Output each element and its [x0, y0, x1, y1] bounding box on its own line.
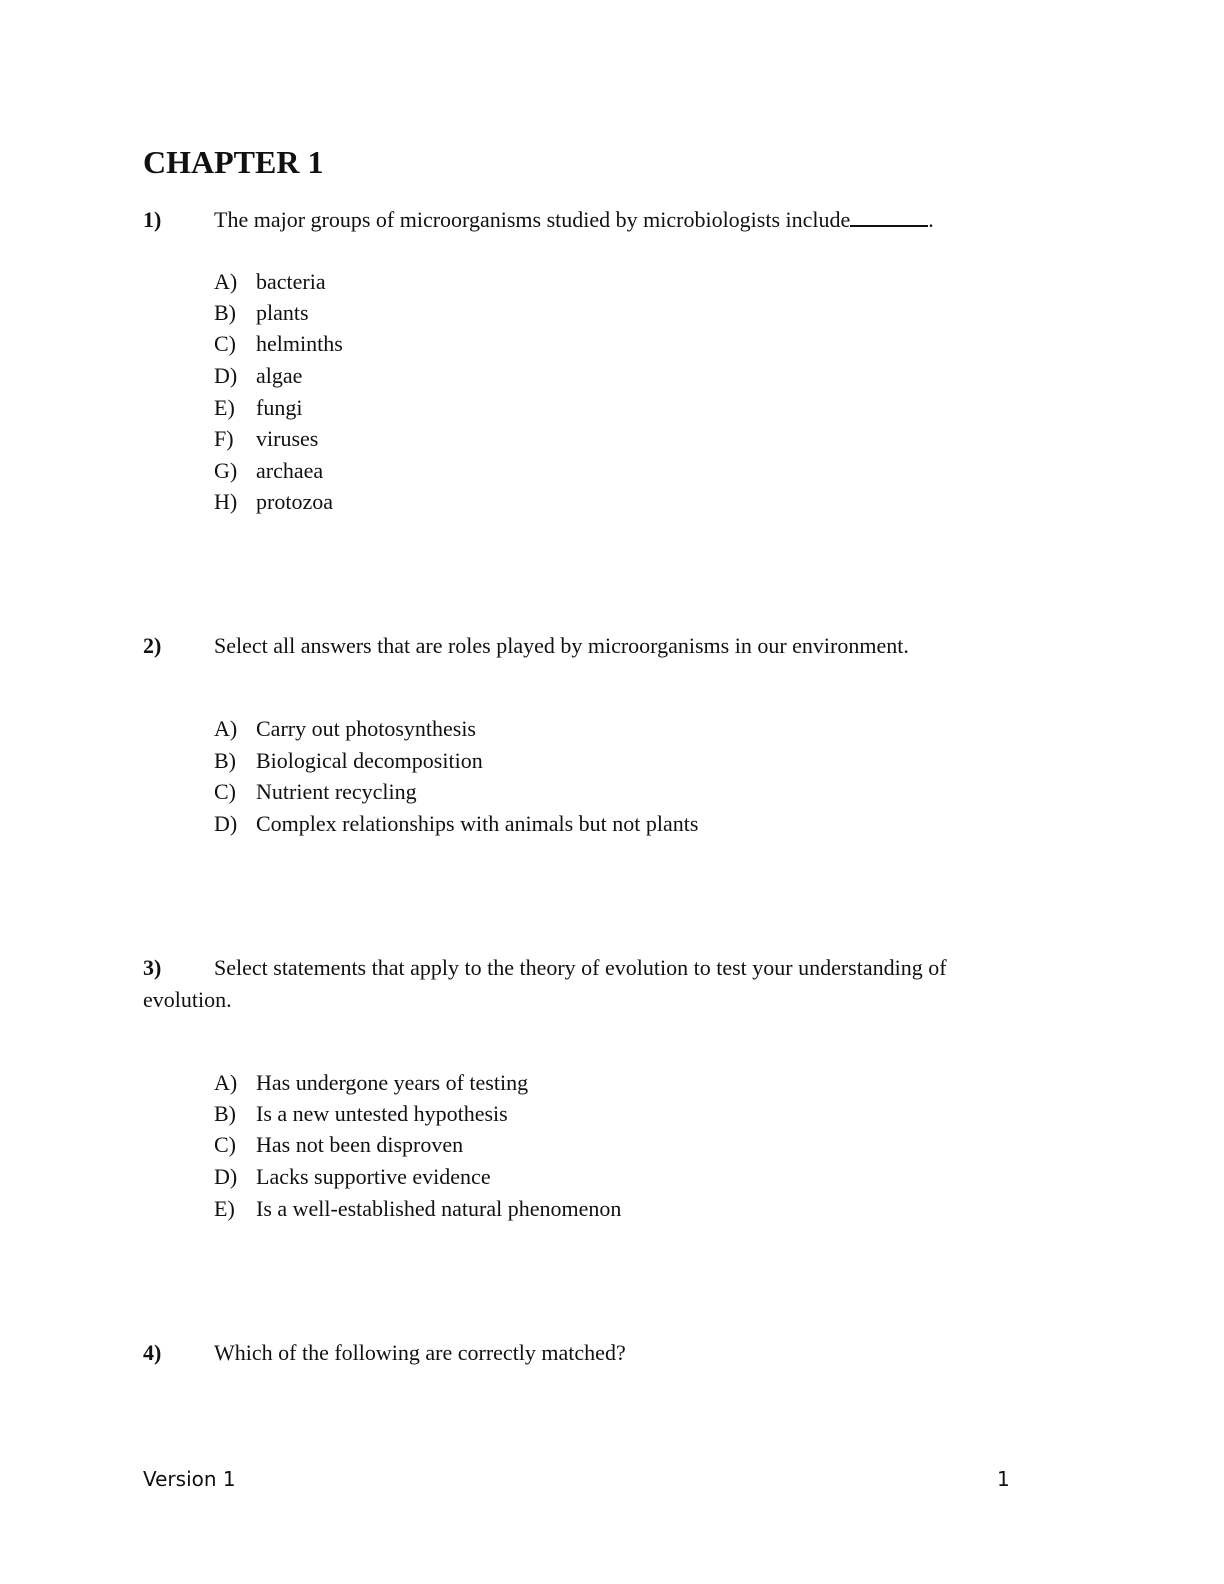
q1-option-f[interactable] [214, 424, 318, 454]
option-letter: C) [214, 1132, 236, 1157]
option-text: Is a well-established natural phenomenon [256, 1196, 622, 1221]
option-text: Is a new untested hypothesis [256, 1101, 508, 1126]
q1-option-c[interactable] [214, 329, 343, 359]
option-text: archaea [256, 458, 324, 483]
question-4-text: Which of the following are correctly matched? [214, 1340, 626, 1365]
question-1-text [214, 205, 934, 235]
option-letter: E) [214, 1196, 235, 1221]
q1-option-a[interactable] [214, 267, 326, 297]
option-letter: B) [214, 1101, 236, 1126]
option-letter: D) [214, 363, 238, 388]
chapter-title: CHAPTER 1 [143, 144, 324, 180]
q3-option-b[interactable] [214, 1099, 508, 1129]
question-1-suffix: . [928, 207, 934, 232]
question-1-stem: The major groups of microorganisms studied by microbiologists include [214, 207, 851, 232]
answer-blank [850, 205, 928, 227]
question-4-number: 4) [143, 1340, 162, 1365]
question-3-text: Select statements that apply to the theory of evolution to test your understanding of [214, 955, 947, 980]
q3-option-a[interactable] [214, 1068, 528, 1098]
option-text: helminths [256, 331, 343, 356]
q1-option-d[interactable] [214, 361, 302, 391]
q2-option-b[interactable] [214, 746, 483, 776]
option-letter: C) [214, 779, 236, 804]
q3-option-e[interactable] [214, 1194, 621, 1224]
option-letter: B) [214, 300, 236, 325]
option-text: plants [256, 300, 309, 325]
option-letter: F) [214, 426, 234, 451]
option-text: Has not been disproven [256, 1132, 464, 1157]
question-3-text-line2: evolution. [143, 987, 232, 1012]
question-2-text: Select all answers that are roles played by microorganisms in our environment. [214, 633, 909, 658]
option-letter: A) [214, 269, 238, 294]
option-letter: E) [214, 395, 235, 420]
footer-page-number: 1 [997, 1467, 1010, 1491]
question-2-number: 2) [143, 633, 162, 658]
option-text: protozoa [256, 489, 333, 514]
q1-option-e[interactable] [214, 393, 302, 423]
option-letter: A) [214, 1070, 238, 1095]
option-letter: D) [214, 811, 238, 836]
option-text: Lacks supportive evidence [256, 1164, 491, 1189]
q2-option-d[interactable] [214, 809, 698, 839]
option-text: bacteria [256, 269, 326, 294]
q3-option-c[interactable] [214, 1130, 463, 1160]
question-1-number: 1) [143, 207, 162, 232]
q2-option-c[interactable] [214, 777, 417, 807]
q2-option-a[interactable] [214, 714, 476, 744]
q1-option-g[interactable] [214, 456, 323, 486]
option-letter: C) [214, 331, 236, 356]
option-text: Has undergone years of testing [256, 1070, 529, 1095]
q1-option-h[interactable] [214, 487, 333, 517]
option-letter: A) [214, 716, 238, 741]
option-text: viruses [256, 426, 319, 451]
option-text: Complex relationships with animals but not plants [256, 811, 699, 836]
option-text: Carry out photosynthesis [256, 716, 476, 741]
q3-option-d[interactable] [214, 1162, 491, 1192]
footer-version: Version 1 [143, 1467, 236, 1491]
option-letter: G) [214, 458, 238, 483]
option-text: algae [256, 363, 303, 388]
option-text: Nutrient recycling [256, 779, 417, 804]
question-3-number: 3) [143, 955, 162, 980]
option-text: fungi [256, 395, 303, 420]
option-letter: D) [214, 1164, 238, 1189]
q1-option-b[interactable] [214, 298, 309, 328]
option-letter: H) [214, 489, 238, 514]
option-text: Biological decomposition [256, 748, 483, 773]
option-letter: B) [214, 748, 236, 773]
